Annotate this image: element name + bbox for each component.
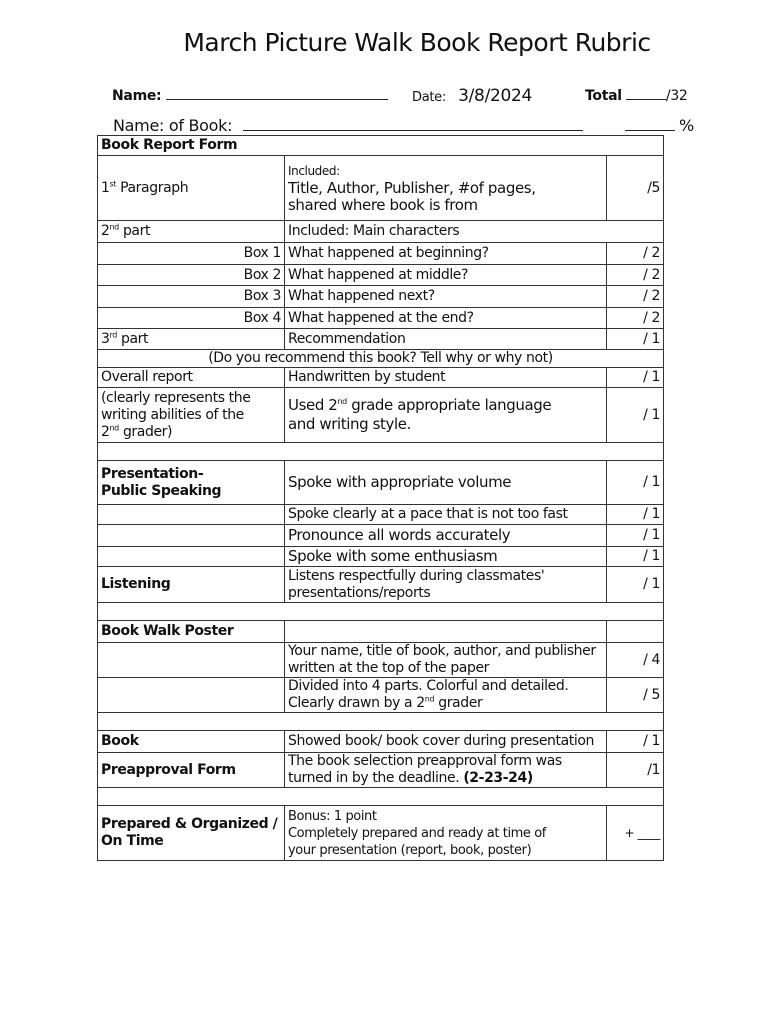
part-three-points: / 1 (607, 329, 664, 350)
part-two-label: 2nd part (98, 221, 285, 243)
empty-cell (98, 505, 285, 525)
section-presentation: Presentation- Public Speaking (98, 461, 285, 505)
table-row (98, 753, 664, 788)
empty-cell (607, 621, 664, 643)
part-two-criteria: Included: Main characters (285, 221, 664, 243)
page-title: March Picture Walk Book Report Rubric (183, 28, 651, 57)
table-row (98, 678, 664, 713)
box-criteria: What happened next? (285, 286, 607, 308)
table-row (98, 621, 664, 643)
part-three-criteria: Recommendation (285, 329, 607, 350)
box-criteria: What happened at middle? (285, 265, 607, 286)
book-points: / 1 (607, 731, 664, 753)
date-row (412, 86, 532, 106)
table-row (98, 368, 664, 388)
box-points: / 2 (607, 286, 664, 308)
total-blank[interactable] (626, 98, 666, 100)
table-row (98, 156, 664, 221)
box-points: / 2 (607, 265, 664, 286)
speaking-points: / 1 (607, 461, 664, 505)
table-row (98, 388, 664, 443)
paragraph-one-points: /5 (607, 156, 664, 221)
overall-report-points: / 1 (607, 368, 664, 388)
name-label: Name: (112, 88, 162, 104)
poster-criteria: Divided into 4 parts. Colorful and detailed. Clearly drawn by a 2nd grader (285, 678, 607, 713)
speaking-points: / 1 (607, 525, 664, 547)
section-book-report: Book Report Form (98, 136, 664, 156)
speaking-criteria: Spoke clearly at a pace that is not too fast (285, 505, 607, 525)
table-row (98, 286, 664, 308)
preapproval-criteria: The book selection preapproval form was turned in by the deadline. (2-23-24) (285, 753, 607, 788)
empty-cell (98, 678, 285, 713)
percent-suffix: % (679, 116, 694, 135)
book-name-row (113, 116, 583, 135)
rubric-table (97, 135, 664, 861)
listening-points: / 1 (607, 567, 664, 603)
poster-criteria: Your name, title of book, author, and publisher written at the top of the paper (285, 643, 607, 678)
box-label: Box 4 (98, 308, 285, 329)
box-points: / 2 (607, 308, 664, 329)
listening-criteria: Listens respectfully during classmates' presentations/reports (285, 567, 607, 603)
part-three-note: (Do you recommend this book? Tell why or why not) (98, 350, 664, 368)
language-points: / 1 (607, 388, 664, 443)
table-row (98, 547, 664, 567)
empty-cell (285, 621, 607, 643)
box-points: / 2 (607, 243, 664, 265)
table-row (98, 525, 664, 547)
speaking-criteria: Spoke with some enthusiasm (285, 547, 607, 567)
book-name-blank[interactable] (243, 129, 583, 131)
poster-points: / 4 (607, 643, 664, 678)
table-row (98, 806, 664, 861)
box-label: Box 3 (98, 286, 285, 308)
paragraph-one-criteria: Included: Title, Author, Publisher, #of pages, shared where book is from (285, 156, 607, 221)
date-value: 3/8/2024 (458, 86, 533, 106)
speaking-points: / 1 (607, 547, 664, 567)
preapproval-points: /1 (607, 753, 664, 788)
total-suffix: /32 (665, 88, 688, 104)
paragraph-one-label: 1st Paragraph (98, 156, 285, 221)
speaking-criteria: Spoke with appropriate volume (285, 461, 607, 505)
book-criteria: Showed book/ book cover during presentation (285, 731, 607, 753)
box-criteria: What happened at the end? (285, 308, 607, 329)
name-blank[interactable] (166, 98, 388, 100)
table-row (98, 567, 664, 603)
total-label: Total (585, 88, 622, 104)
table-row (98, 243, 664, 265)
spacer-row (98, 603, 664, 621)
total-row (585, 88, 688, 104)
table-row (98, 713, 664, 731)
box-criteria: What happened at beginning? (285, 243, 607, 265)
book-name-label: Name: of Book: (113, 116, 233, 135)
overall-report-label: Overall report (98, 368, 285, 388)
prepared-label: Prepared & Organized / On Time (98, 806, 285, 861)
table-row (98, 603, 664, 621)
table-row (98, 643, 664, 678)
table-row (98, 136, 664, 156)
box-label: Box 2 (98, 265, 285, 286)
listening-label: Listening (98, 567, 285, 603)
overall-report-criteria: Handwritten by student (285, 368, 607, 388)
table-row (98, 788, 664, 806)
table-row (98, 308, 664, 329)
book-label: Book (98, 731, 285, 753)
table-row (98, 505, 664, 525)
prepared-criteria: Bonus: 1 point Completely prepared and ready at time of your presentation (report, book, poster) (285, 806, 607, 861)
percent-blank[interactable] (625, 129, 675, 131)
table-row (98, 221, 664, 243)
section-poster: Book Walk Poster (98, 621, 285, 643)
speaking-points: / 1 (607, 505, 664, 525)
speaking-criteria: Pronounce all words accurately (285, 525, 607, 547)
prepared-points: + ____ (607, 806, 664, 861)
spacer-row (98, 443, 664, 461)
language-criteria: Used 2nd grade appropriate language and writing style. (285, 388, 607, 443)
spacer-row (98, 788, 664, 806)
part-three-label: 3rd part (98, 329, 285, 350)
poster-points: / 5 (607, 678, 664, 713)
name-row (112, 88, 388, 104)
table-row (98, 329, 664, 350)
empty-cell (98, 525, 285, 547)
table-row (98, 443, 664, 461)
overall-report-note: (clearly represents the writing abilities of the 2nd grader) (98, 388, 285, 443)
percent-row (625, 116, 694, 135)
table-row (98, 731, 664, 753)
empty-cell (98, 643, 285, 678)
table-row (98, 265, 664, 286)
date-label: Date: (412, 90, 446, 105)
box-label: Box 1 (98, 243, 285, 265)
preapproval-label: Preapproval Form (98, 753, 285, 788)
table-row (98, 350, 664, 368)
spacer-row (98, 713, 664, 731)
empty-cell (98, 547, 285, 567)
table-row (98, 461, 664, 505)
